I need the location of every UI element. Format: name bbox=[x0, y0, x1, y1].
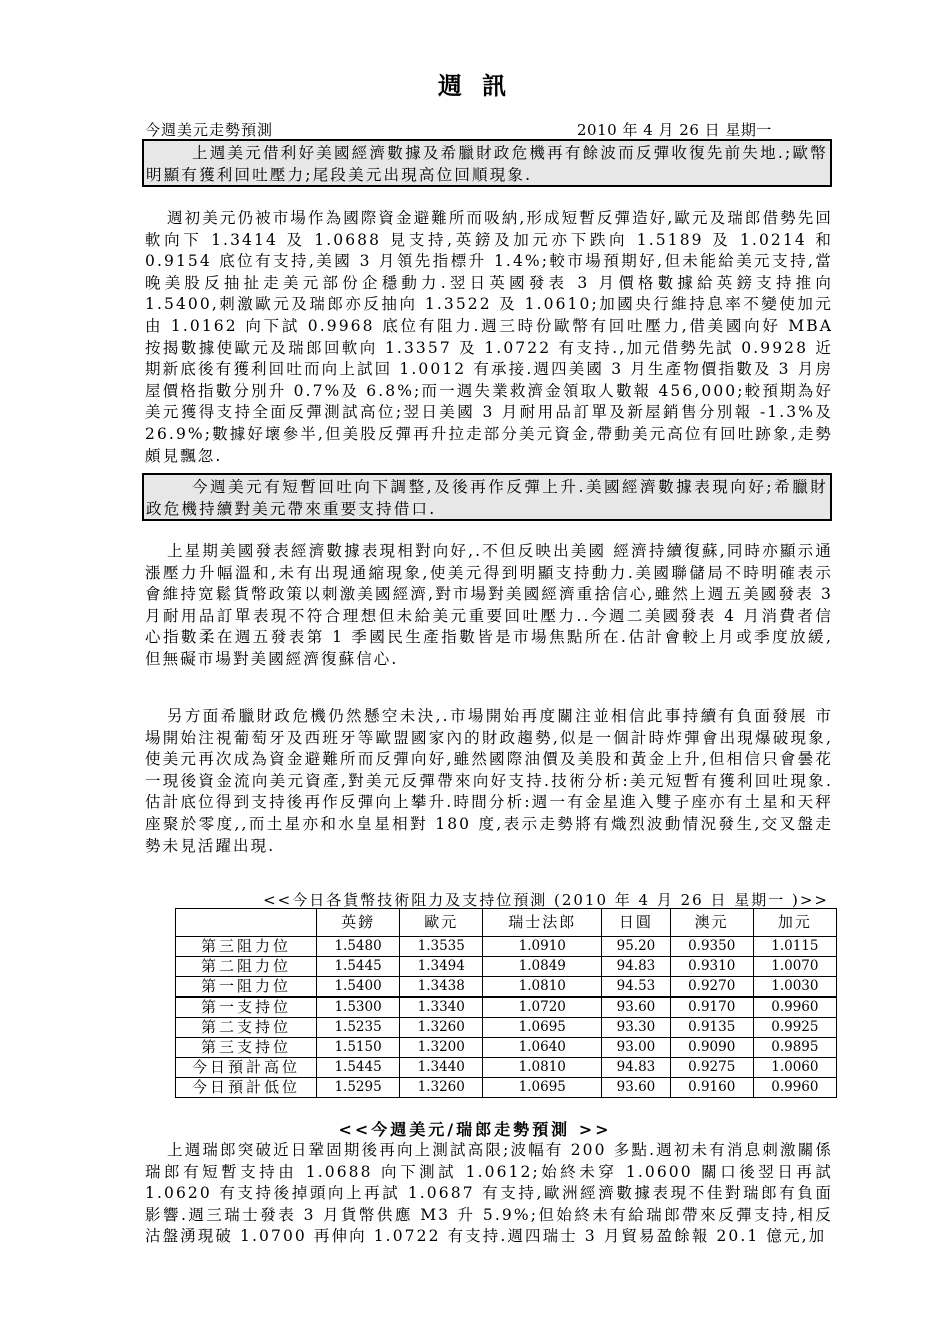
table-cell: 0.9925 bbox=[753, 1018, 836, 1038]
table-cell: 1.0810 bbox=[483, 1058, 602, 1078]
table-cell: 0.9960 bbox=[753, 1078, 836, 1098]
table-cell: 1.3440 bbox=[400, 1058, 483, 1078]
table-cell: 0.9170 bbox=[670, 997, 753, 1018]
resistance-support-table bbox=[175, 908, 837, 1098]
table-row bbox=[176, 997, 837, 1018]
table-row bbox=[176, 1078, 837, 1098]
table-cell: 1.3260 bbox=[400, 1078, 483, 1098]
table-cell: 1.5300 bbox=[317, 997, 400, 1018]
table-row bbox=[176, 1018, 837, 1038]
table-cell: 1.0695 bbox=[483, 1078, 602, 1098]
table-cell: 1.5445 bbox=[317, 1058, 400, 1078]
table-cell: 0.9310 bbox=[670, 957, 753, 977]
table-cell: 0.9090 bbox=[670, 1038, 753, 1058]
paragraph-weekly-review: 週初美元仍被市場作為國際資金避難所而吸納,形成短暫反彈造好,歐元及瑞郎借勢先回軟向下 1.3414 及 1.0688 見支持,英鎊及加元亦下跌向 1.5189 及 1.0214 和 0.9154 底位有支持,美國 3 月領先指標升 1.4%;較市場預期好,但未能給美元支持,當晚美股反抽扯走美元部份企穩動力.翌日英國發表 3 月價格數據給英鎊支持推向 1.5400,刺激歐元及瑞郎亦反抽向 1.3522 及 1.0610;加國央行維持息率不變使加元由 1.0162 向下試 0.9968 底位有阻力.週三時份歐幣有回吐壓力,借美國向好 MBA 按揭數據使歐元及瑞郎回軟向 1.3357 及 1.0722 有支持.,加元借勢先試 0.9928 近期新底後有獲利回吐而向上試回 1.0012 有承接.週四美國 3 月生產物價指數及 3 月房屋價格指數分別升 0.7%及 6.8%;而一週失業救濟金領取人數報 456,000;較預期為好美元獲得支持全面反彈測試高位;翌日美國 3 月耐用品訂單及新屋銷售分別報 -1.3%及 26.9%;數據好壞參半,但美股反彈再升拉走部分美元資金,帶動美元高位有回吐跡象,走勢頗見飄忽. bbox=[145, 209, 833, 465]
table-cell: 1.5400 bbox=[317, 977, 400, 998]
table-cell: 0.9135 bbox=[670, 1018, 753, 1038]
table-cell: 95.20 bbox=[602, 937, 670, 957]
table-cell: 1.0640 bbox=[483, 1038, 602, 1058]
table-cell: 1.0720 bbox=[483, 997, 602, 1018]
row-label: 第一支持位 bbox=[176, 997, 317, 1018]
table-cell: 1.5235 bbox=[317, 1018, 400, 1038]
report-date: 2010 年 4 月 26 日 星期一 bbox=[577, 121, 772, 139]
paragraph-greece-crisis: 另方面希臘財政危機仍然懸空未決,.市場開始再度關注並相信此事持續有負面發展 市場開始注視葡萄牙及西班牙等歐盟國家內的財政趨勢,似是一個計時炸彈會出現爆破現象,使美元再次成為資金避難所而反彈向好,雖然國際油價及美股和黃金上升,但相信只會曇花一現後資金流向美元資產,對美元反彈帶來向好支持.技術分析:美元短暫有獲利回吐現象.估計底位得到支持後再作反彈向上攀升.時間分析:週一有金星進入雙子座亦有土星和天秤座聚於零度,,而土星亦和水皇星相對 180 度,表示走勢將有熾烈波動情況發生,交叉盤走勢未見活躍出現. bbox=[145, 707, 833, 855]
table-row bbox=[176, 1058, 837, 1078]
table-cell: 1.0810 bbox=[483, 977, 602, 998]
table-cell: 1.5295 bbox=[317, 1078, 400, 1098]
table-cell: 1.3535 bbox=[400, 937, 483, 957]
row-label: 今日預計低位 bbox=[176, 1078, 317, 1098]
table-cell: 1.5150 bbox=[317, 1038, 400, 1058]
table-cell: 1.0115 bbox=[753, 937, 836, 957]
row-label: 今日預計高位 bbox=[176, 1058, 317, 1078]
table-header-cell: 歐元 bbox=[400, 909, 483, 937]
table-cell: 94.83 bbox=[602, 1058, 670, 1078]
table-cell: 1.0849 bbox=[483, 957, 602, 977]
table-row bbox=[176, 937, 837, 957]
summary-box-this-week bbox=[142, 473, 832, 521]
table-cell: 93.60 bbox=[602, 997, 670, 1018]
table-cell: 1.0060 bbox=[753, 1058, 836, 1078]
table-row bbox=[176, 977, 837, 998]
table-cell: 0.9960 bbox=[753, 997, 836, 1018]
table-cell: 94.83 bbox=[602, 957, 670, 977]
table-cell: 0.9275 bbox=[670, 1058, 753, 1078]
table-row bbox=[176, 1038, 837, 1058]
row-label: 第三支持位 bbox=[176, 1038, 317, 1058]
table-cell: 1.0030 bbox=[753, 977, 836, 998]
table-cell: 1.3340 bbox=[400, 997, 483, 1018]
row-label: 第二阻力位 bbox=[176, 957, 317, 977]
table-cell: 1.3260 bbox=[400, 1018, 483, 1038]
table-header-cell: 日圓 bbox=[602, 909, 670, 937]
document-title: 週 訊 bbox=[437, 71, 513, 100]
table-cell: 0.9270 bbox=[670, 977, 753, 998]
table-cell: 1.3438 bbox=[400, 977, 483, 998]
row-label: 第三阻力位 bbox=[176, 937, 317, 957]
summary-box-last-week bbox=[142, 139, 832, 187]
row-label: 第一阻力位 bbox=[176, 977, 317, 998]
report-topic: 今週美元走勢預測 bbox=[145, 121, 274, 139]
table-row bbox=[176, 957, 837, 977]
table-cell: 0.9895 bbox=[753, 1038, 836, 1058]
row-label: 第二支持位 bbox=[176, 1018, 317, 1038]
table-cell: 1.0695 bbox=[483, 1018, 602, 1038]
table-cell: 0.9160 bbox=[670, 1078, 753, 1098]
table-cell: 93.30 bbox=[602, 1018, 670, 1038]
table-cell: 1.3200 bbox=[400, 1038, 483, 1058]
table-cell: 1.0070 bbox=[753, 957, 836, 977]
table-cell: 93.60 bbox=[602, 1078, 670, 1098]
table-header-cell: 澳元 bbox=[670, 909, 753, 937]
table-cell: 94.53 bbox=[602, 977, 670, 998]
paragraph-us-economy: 上星期美國發表經濟數據表現相對向好,.不但反映出美國 經濟持續復蘇,同時亦顯示通漲壓力升幅溫和,未有出現通縮現象,使美元得到明顯支持動力.美國聯儲局不時明確表示會維持宽鬆貨幣政策以刺激美國經濟,對市場對美國經濟重捨信心,雖然上週五美國發表 3 月耐用品訂單表現不符合理想但未給美元重要回吐壓力..今週二美國發表 4 月消費者信心指數柔在週五發表第 1 季國民生產指數皆是市場焦點所在.估計會較上月或季度放緩,但無礙市場對美國經濟復蘇信心. bbox=[145, 542, 834, 668]
table-cell: 1.3494 bbox=[400, 957, 483, 977]
report-header bbox=[145, 121, 835, 139]
paragraph-usd-chf-review: 上週瑞郎突破近日鞏固期後再向上測試高限;波幅有 200 多點.週初未有消息刺激關係瑞郎有短暫支持由 1.0688 向下測試 1.0612;始終未穿 1.0600 關口後翌日再試 1.0620 有支持後掉頭向上再試 1.0687 有支持,歐洲經濟數據表現不佳對瑞郎有負面影響.週三瑞士發表 3 月貨幣供應 M3 升 5.9%;但始終未有給瑞郎帶來反彈支持,相反沽盤湧現破 1.0700 再伸向 1.0722 有支持.週四瑞士 3 月貿易盈餘報 20.1 億元,加 bbox=[145, 1141, 833, 1246]
table-header-row bbox=[176, 909, 837, 937]
summary-text: 上週美元借利好美國經濟數據及希臘財政危機再有餘波而反彈收復先前失地.;歐幣明顯有獲利回吐壓力;尾段美元出現高位回順現象. bbox=[146, 144, 828, 184]
table-caption: <<今日各貨幣技術阻力及支持位預測 (2010 年 4 月 26 日 星期一 )>> bbox=[263, 891, 829, 909]
table-cell: 0.9350 bbox=[670, 937, 753, 957]
table-cell: 93.00 bbox=[602, 1038, 670, 1058]
section-heading-usd-chf: <<今週美元/瑞郎走勢預測 >> bbox=[338, 1120, 612, 1139]
summary-text: 今週美元有短暫回吐向下調整,及後再作反彈上升.美國經濟數據表現向好;希臘財政危機持續對美元帶來重要支持借口. bbox=[146, 478, 828, 518]
table-header-cell: 加元 bbox=[753, 909, 836, 937]
table-header-cell: 英鎊 bbox=[317, 909, 400, 937]
table-header-cell bbox=[176, 909, 317, 937]
table-cell: 1.5480 bbox=[317, 937, 400, 957]
table-cell: 1.5445 bbox=[317, 957, 400, 977]
table-header-cell: 瑞士法郎 bbox=[483, 909, 602, 937]
table-cell: 1.0910 bbox=[483, 937, 602, 957]
